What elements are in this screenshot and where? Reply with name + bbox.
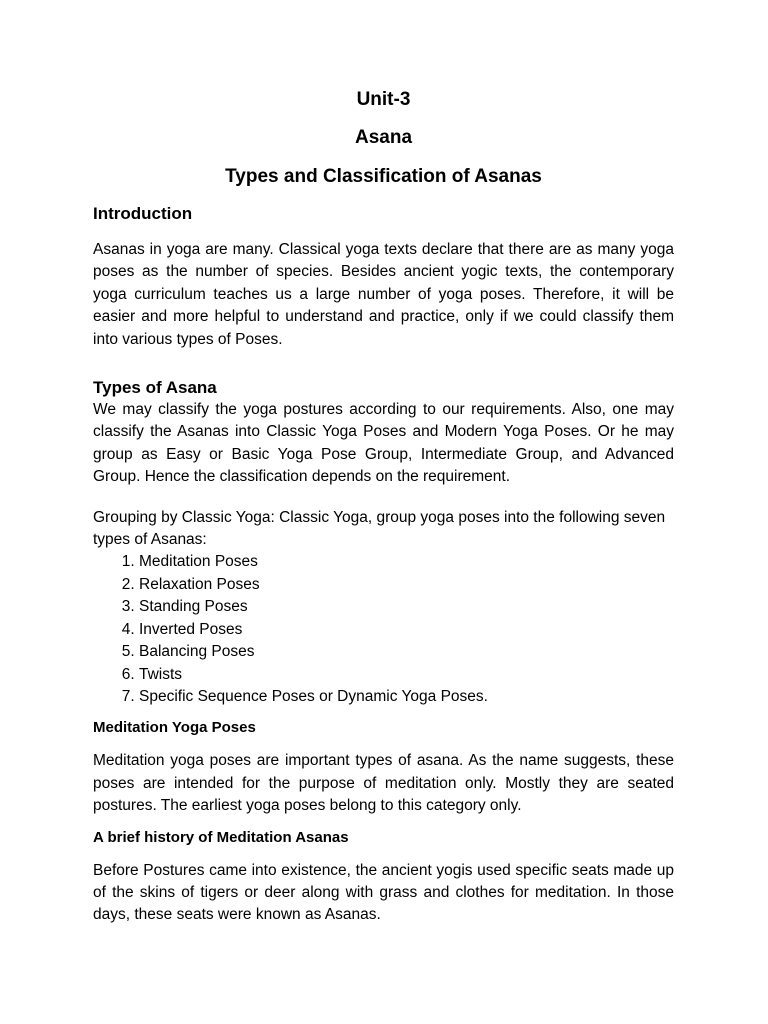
introduction-heading: Introduction <box>93 204 193 223</box>
unit-title: Unit-3 <box>356 89 411 110</box>
list-item: 2. Relaxation Poses <box>139 574 674 596</box>
pose-types-list <box>93 551 674 708</box>
list-item: 3. Standing Poses <box>139 596 674 618</box>
list-item: 5. Balancing Poses <box>139 641 674 663</box>
list-item: 7. Specific Sequence Poses or Dynamic Yoga Poses. <box>139 686 674 708</box>
introduction-paragraph: Asanas in yoga are many. Classical yoga texts declare that there are as many yoga poses as the number of species. Besides ancient yogic texts, the contemporary yoga curriculum teaches us a large number of yoga poses. Therefore, it will be easier and more helpful to understand and practice, only if we could classify them into various types of Poses. <box>93 241 674 348</box>
history-heading: A brief history of Meditation Asanas <box>93 828 349 846</box>
types-of-asana-heading: Types of Asana <box>93 378 217 398</box>
classic-grouping-intro: Grouping by Classic Yoga: Classic Yoga, group yoga poses into the following seven types of Asanas: <box>93 508 666 549</box>
document-subtitle: Types and Classification of Asanas <box>225 166 542 187</box>
document-title: Asana <box>354 127 413 148</box>
list-item: 4. Inverted Poses <box>139 619 674 641</box>
document-page <box>93 88 674 927</box>
history-paragraph: Before Postures came into existence, the ancient yogis used specific seats made up of the skins of tigers or deer along with grass and clothes for meditation. In those days, these seats were known as Asanas. <box>93 861 674 924</box>
meditation-paragraph: Meditation yoga poses are important types of asana. As the name suggests, these poses are intended for the purpose of meditation only. Mostly they are seated postures. The earliest yoga poses belong to this category only. <box>93 752 674 815</box>
meditation-heading: Meditation Yoga Poses <box>93 719 256 737</box>
list-item: 1. Meditation Poses <box>139 551 674 573</box>
types-of-asana-paragraph: We may classify the yoga postures according to our requirements. Also, one may classify the Asanas into Classic Yoga Poses and Modern Yoga Poses. Or he may group as Easy or Basic Yoga Pose Group, Intermediate Group, and Advanced Group. Hence the classification depends on the requirement. <box>93 401 674 486</box>
list-item: 6. Twists <box>139 664 674 686</box>
